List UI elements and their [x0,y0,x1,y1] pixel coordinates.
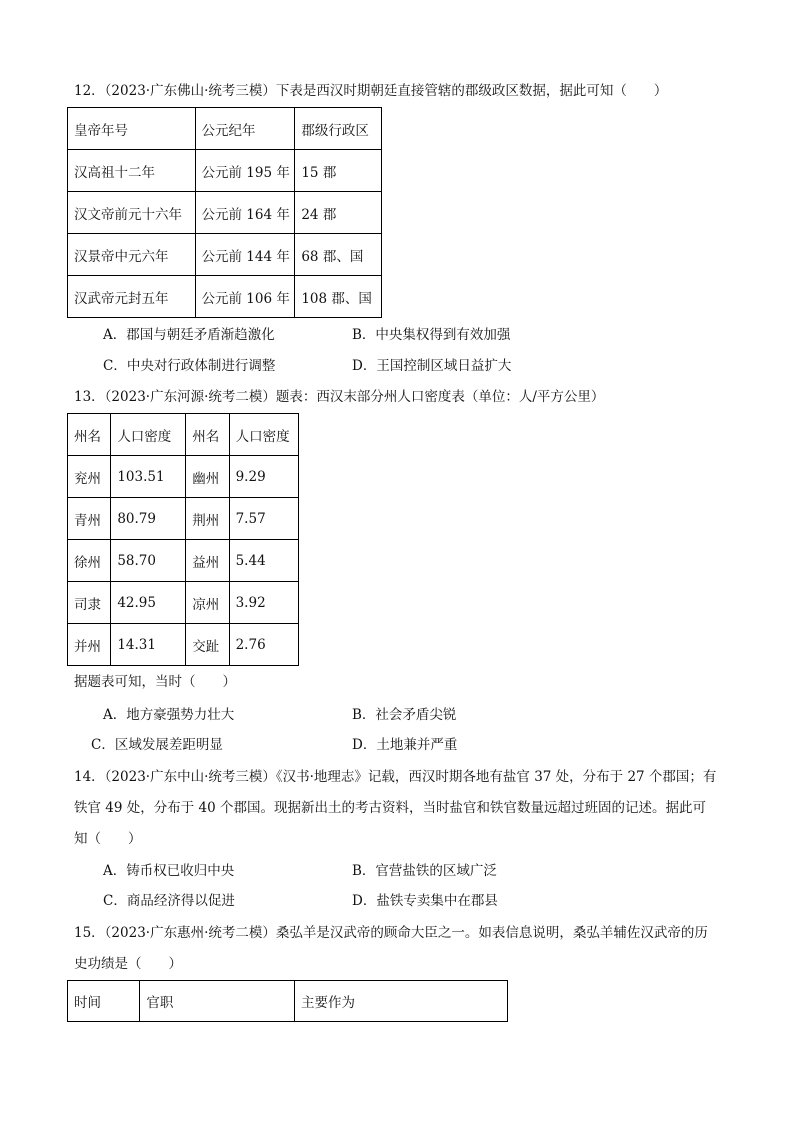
table-cell: 2.76 [229,624,298,666]
table-cell: 青州 [68,498,111,540]
q13-table [67,413,299,666]
option-a: A．铸币权已收归中央 [103,863,235,879]
table-cell: 汉景帝中元六年 [68,234,196,276]
table-header-row [68,108,382,150]
table-cell: 80.79 [111,498,186,540]
table-cell: 汉高祖十二年 [68,150,196,192]
option-d: D．王国控制区域日益扩大 [352,358,512,374]
option-d: D．土地兼并严重 [352,737,458,753]
table-row [68,234,382,276]
table-header-row [68,414,299,456]
table-header-cell: 时间 [68,981,140,1022]
option-c: C．商品经济得以促进 [103,893,235,909]
table-cell: 5.44 [229,540,298,582]
q13-after: 据题表可知，当时（ ） [74,674,236,690]
table-cell: 公元前 164 年 [195,192,295,234]
table-header-cell: 郡级行政区 [295,108,382,150]
option-b: B．社会矛盾尖锐 [352,707,457,723]
table-header-cell: 主要作为 [295,981,508,1022]
q14-stem-line3: 知（ ） [74,831,142,847]
table-header-row [68,981,508,1022]
table-header-cell: 人口密度 [229,414,298,456]
table-header-cell: 人口密度 [111,414,186,456]
q13-stem: 13．（2023·广东河源·统考二模）题表：西汉末部分州人口密度表（单位：人/平方公里） [74,389,605,405]
option-a: A．地方豪强势力壮大 [103,707,235,723]
table-cell: 公元前 195 年 [195,150,295,192]
table-row [68,540,299,582]
table-cell: 7.57 [229,498,298,540]
option-b: B．中央集权得到有效加强 [352,327,511,343]
table-cell: 公元前 106 年 [195,276,295,318]
table-cell: 凉州 [186,582,229,624]
table-cell: 15 郡 [295,150,382,192]
table-row [68,150,382,192]
table-row [68,192,382,234]
table-row [68,276,382,318]
table-cell: 荆州 [186,498,229,540]
table-cell: 103.51 [111,456,186,498]
table-header-cell: 州名 [186,414,229,456]
table-cell: 68 郡、国 [295,234,382,276]
option-c: C．中央对行政体制进行调整 [103,358,276,374]
table-header-cell: 皇帝年号 [68,108,196,150]
table-header-cell: 公元纪年 [195,108,295,150]
table-cell: 24 郡 [295,192,382,234]
table-cell: 幽州 [186,456,229,498]
table-row [68,582,299,624]
q15-table [67,980,508,1022]
table-cell: 汉武帝元封五年 [68,276,196,318]
option-a: A．郡国与朝廷矛盾渐趋激化 [103,327,275,343]
table-cell: 108 郡、国 [295,276,382,318]
table-row [68,624,299,666]
table-header-cell: 州名 [68,414,111,456]
table-cell: 益州 [186,540,229,582]
table-cell: 兖州 [68,456,111,498]
q12-stem: 12．（2023·广东佛山·统考三模）下表是西汉时期朝廷直接管辖的郡级政区数据，据此可知（ ） [74,83,668,99]
option-d: D．盐铁专卖集中在郡县 [352,893,498,909]
table-cell: 并州 [68,624,111,666]
table-cell: 14.31 [111,624,186,666]
table-cell: 42.95 [111,582,186,624]
table-cell: 公元前 144 年 [195,234,295,276]
option-b: B．官营盐铁的区域广泛 [352,863,497,879]
q14-stem-line1: 14．（2023·广东中山·统考三模）《汉书·地理志》记载，西汉时期各地有盐官 37 处，分布于 27 个郡国；有 [74,769,717,785]
table-row [68,498,299,540]
table-cell: 徐州 [68,540,111,582]
table-cell: 交趾 [186,624,229,666]
q15-stem-line1: 15．（2023·广东惠州·统考二模）桑弘羊是汉武帝的顾命大臣之一。如表信息说明，桑弘羊辅佐汉武帝的历 [74,925,708,941]
table-row [68,456,299,498]
table-cell: 58.70 [111,540,186,582]
table-cell: 司隶 [68,582,111,624]
q14-stem-line2: 铁官 49 处，分布于 40 个郡国。现据新出土的考古资料，当时盐官和铁官数量远超过班固的记述。据此可 [74,800,707,816]
table-cell: 汉文帝前元十六年 [68,192,196,234]
q12-table [67,107,382,318]
table-header-cell: 官职 [140,981,295,1022]
q15-stem-line2: 史功绩是（ ） [74,956,182,972]
table-cell: 3.92 [229,582,298,624]
table-cell: 9.29 [229,456,298,498]
option-c: C．区域发展差距明显 [91,737,223,753]
